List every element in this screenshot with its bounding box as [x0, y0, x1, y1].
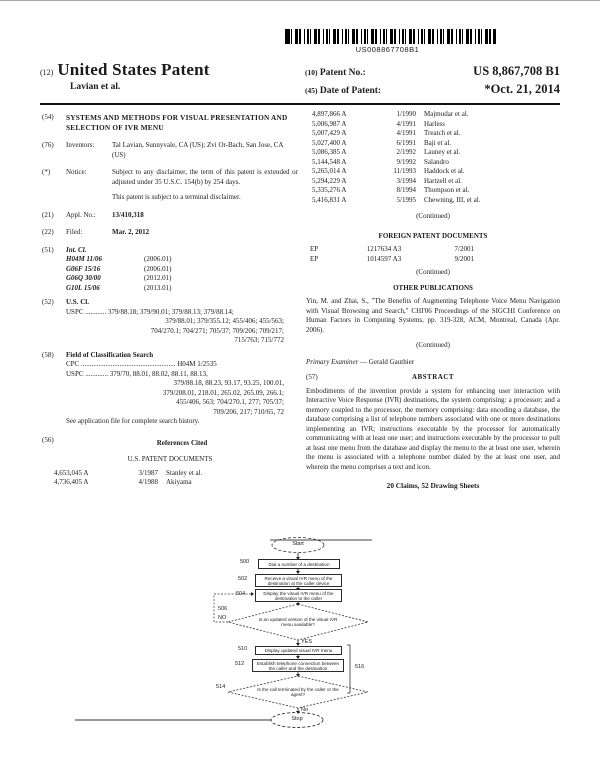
- flowchart-connectors: [70, 536, 404, 772]
- abstract-heading: (57) ABSTRACT: [306, 373, 455, 381]
- reference-row: 5,027,400 A 6/1991 Baji et al.: [312, 138, 452, 147]
- application-number-field: (21) Appl. No.: 13/410,318: [42, 210, 144, 219]
- left-column: [42, 113, 298, 488]
- invention-title: (54) SYSTEMS AND METHODS FOR VISUAL PRESENTATION AND SELECTION OF IVR MENU: [42, 113, 288, 132]
- flowchart-step: Receive a visual IVR menu of the destination at the caller device: [255, 574, 342, 587]
- us-patent-documents-heading: U.S. PATENT DOCUMENTS: [127, 455, 213, 463]
- patent-no-label: (10) Patent No.:: [305, 68, 366, 78]
- uspc-codes-line: 379/88.01; 379/355.12; 455/406; 455/563;: [165, 317, 284, 325]
- flowchart-ref-label: 514: [216, 684, 226, 690]
- filed-date-field: (22) Filed: Mar. 2, 2012: [42, 228, 150, 236]
- inventors-field: (76) Inventors: Tal Lavian, Sunnyvale, CA (US); Zvi Or-Bach, San Jose, CA (US): [42, 141, 284, 159]
- continued-note: (Continued): [416, 212, 450, 220]
- field-of-search-label: Field of Classification Search: [66, 350, 154, 359]
- barcode-image: [285, 29, 496, 44]
- other-publication-citation: Yin, M. and Zhai, S., "The Benefits of Augmenting Telephone Voice Menu Navigation with Visual Browsing and Search," CHI'06 Proceedings of the SIGCHI Conference on Human Factors in Computing Systems, pp. 319-328, ACM, Montreal, Canada (Apr. 2006).: [306, 297, 560, 334]
- flowchart-ref-label: 506: [218, 606, 228, 612]
- int-cl-row: G10L 15/06 (2013.01): [66, 283, 172, 292]
- terminal-disclaimer-text: This patent is subject to a terminal disclaimer.: [112, 193, 241, 201]
- flowchart-ref-label: 504: [236, 591, 246, 597]
- flowchart-yes-label: YES: [301, 639, 313, 645]
- uspc-codes-line: 715/763; 715/772: [234, 336, 284, 344]
- reference-row: 4,736,405 A 4/1988 Akiyama: [54, 478, 192, 486]
- date-of-patent: *Oct. 21, 2014: [484, 82, 560, 96]
- int-cl-field: (51) Int. Cl. H04M 11/06 (2006.01) G06F 15/16 (2006.01) G06Q 30/00 (2012.01) G10L 15/06 (2013.01): [42, 246, 298, 294]
- flowchart-start: Start: [292, 541, 304, 547]
- inventor-short-line: Lavian et al.: [70, 82, 121, 92]
- field-uspc-line: 379/88.18, 88.23, 93.17, 93.25, 100.01,: [173, 379, 284, 387]
- field-uspc-line: 709/206, 217; 710/65, 72: [213, 407, 284, 416]
- flowchart-step: Display updated visual IVR menu: [255, 646, 342, 655]
- flowchart-no-label: No: [301, 707, 309, 713]
- uspc-codes-line: 704/270.1; 704/271; 705/37; 709/206; 709/217;: [150, 326, 284, 335]
- flowchart-no-label: NO: [218, 615, 227, 621]
- flowchart-step: Display the visual IVR menu of the destination to the caller: [255, 589, 342, 602]
- kind-code: (12): [40, 68, 54, 77]
- claims-drawing-sheets-line: 20 Claims, 52 Drawing Sheets: [386, 481, 480, 490]
- flowchart-ref-label: 500: [240, 559, 250, 565]
- reference-row: 5,335,276 A 8/1994 Thompson et al.: [312, 186, 470, 194]
- flowchart-stop: Stop: [291, 716, 303, 722]
- reference-row: 5,416,831 A 5/1995 Chewning, III, et al.: [312, 195, 481, 204]
- continued-note: (Continued): [416, 268, 450, 276]
- cpc-line: CPC ...................................................... H04M 1/2535: [66, 360, 217, 368]
- uspc-codes-line: USPC ............ 379/88.18; 379/90.01; 379/88.13; 379/88.14;: [66, 307, 234, 316]
- date-of-patent-label: (45) Date of Patent:: [305, 86, 382, 96]
- reference-row: 5,265,014 A 11/1993 Haddock et al.: [312, 167, 465, 175]
- reference-row: 4,653,045 A 3/1987 Stanley et al.: [54, 468, 203, 477]
- see-application-note: See application file for complete search history.: [66, 417, 200, 425]
- foreign-reference-row: EP 1014597 A3 9/2001: [310, 254, 474, 263]
- scan-artifact-line: [0, 0, 600, 1]
- flowchart-ref-label: 512: [235, 661, 245, 667]
- flowchart-ref-label: 502: [238, 576, 248, 582]
- page-title: United States Patent: [57, 60, 210, 79]
- flowchart-decision: Is the call terminated by the caller or the agent?: [257, 687, 339, 697]
- abstract-text: Embodiments of the invention provide a system for enhancing user interaction with Interactive Voice Response (IVR) destinations, the system comprising: a processor; and a memory coupled to the processor, the memory comprising: data encoding a database, the database comprising a list of telephone numbers associated with one or more destinations implementing an IVR; instructions executable by the processor for automatically communicating with at least one user; and instructions executable by the processor to pull at least one menu from the database and display the menu to the at least one user, wherein the menu is associated with a telephone number dialed by the at least one user, and wherein the menu comprises a text and icon.: [306, 386, 560, 471]
- barcode: [285, 29, 490, 54]
- flowchart-bracket-ref: 516: [355, 664, 365, 670]
- continued-note: (Continued): [416, 341, 450, 349]
- reference-row: 5,006,987 A 4/1991 Harless: [312, 119, 445, 128]
- int-cl-row: G06Q 30/00 (2012.01): [66, 274, 172, 282]
- reference-row: 5,086,385 A 2/1992 Launey et al.: [312, 148, 461, 156]
- header-rule: [40, 103, 560, 105]
- references-cited-heading: (56) References Cited: [42, 435, 208, 447]
- int-cl-row: G06F 15/16 (2006.01): [66, 264, 172, 273]
- right-column: [306, 110, 560, 491]
- primary-examiner-line: Primary Examiner — Gerald Gauthier: [306, 357, 415, 366]
- reference-row: 4,897,866 A 1/1990 Majmudar et al.: [312, 110, 469, 118]
- field-of-search: (58) Field of Classification Search CPC ...................................................... H04M 1/2535 USPC ............. 379/70, 88.01, 88.02, 88.11, 88.13, 379/88.18, 88.23, 93.17, 93.25, 100.01, 379/208.01, 218.01, 265.02, 265.09, 266.1; 455/406, 563; 704/270.1, 277; 705/37; 709/206, 217; 710/65, 72 See application file for complete search history.: [42, 351, 298, 427]
- field-uspc-line: USPC ............. 379/70, 88.01, 88.02, 88.11, 88.13,: [66, 369, 208, 378]
- flowchart-decision: Is an updated version of the visual IVR menu available?: [258, 617, 338, 627]
- notice-text: Subject to any disclaimer, the term of this patent is extended or adjusted under 35 U.S.C. 154(b) by 254 days.: [112, 168, 298, 186]
- field-uspc-line: 455/406, 563; 704/270.1, 277; 705/37;: [176, 398, 284, 406]
- foreign-reference-row: EP 1217634 A3 7/2001: [310, 245, 474, 253]
- foreign-documents-heading: FOREIGN PATENT DOCUMENTS: [378, 231, 488, 240]
- reference-row: 5,294,229 A 3/1994 Hartzell et al.: [312, 176, 462, 185]
- notice-field: (*) Notice: Subject to any disclaimer, the term of this patent is extended or adjusted under 35 U.S.C. 154(b) by 254 days. This patent is subject to a terminal disclaimer.: [42, 168, 298, 201]
- us-cl-label: U.S. Cl.: [66, 298, 89, 306]
- flowchart-step: Dial a number of a destination: [258, 559, 340, 569]
- int-cl-row: H04M 11/06 (2006.01): [66, 255, 172, 263]
- patent-number: US 8,867,708 B1: [473, 64, 560, 78]
- reference-row: 5,007,429 A 4/1991 Treatch et al.: [312, 129, 461, 137]
- front-page-figure-flowchart: [70, 536, 404, 772]
- other-publications-heading: OTHER PUBLICATIONS: [393, 283, 473, 292]
- int-cl-label: Int. Cl.: [66, 245, 87, 254]
- barcode-number: US008867708B1: [355, 45, 420, 54]
- reference-row: 5,144,548 A 9/1992 Salandro: [312, 157, 449, 166]
- flowchart-step: Establish telephone connection between the caller and the destination: [252, 659, 344, 672]
- flowchart-ref-label: 510: [238, 646, 248, 652]
- field-uspc-line: 379/208.01, 218.01, 265.02, 265.09, 266.1;: [162, 388, 284, 397]
- us-cl-field: (52) U.S. Cl. USPC ............ 379/88.18; 379/90.01; 379/88.13; 379/88.14; 379/88.01; 379/355.12; 455/406; 455/563; 704/270.1; 704/271; 705/37; 709/206; 709/217; 715/763; 715/772: [42, 298, 298, 346]
